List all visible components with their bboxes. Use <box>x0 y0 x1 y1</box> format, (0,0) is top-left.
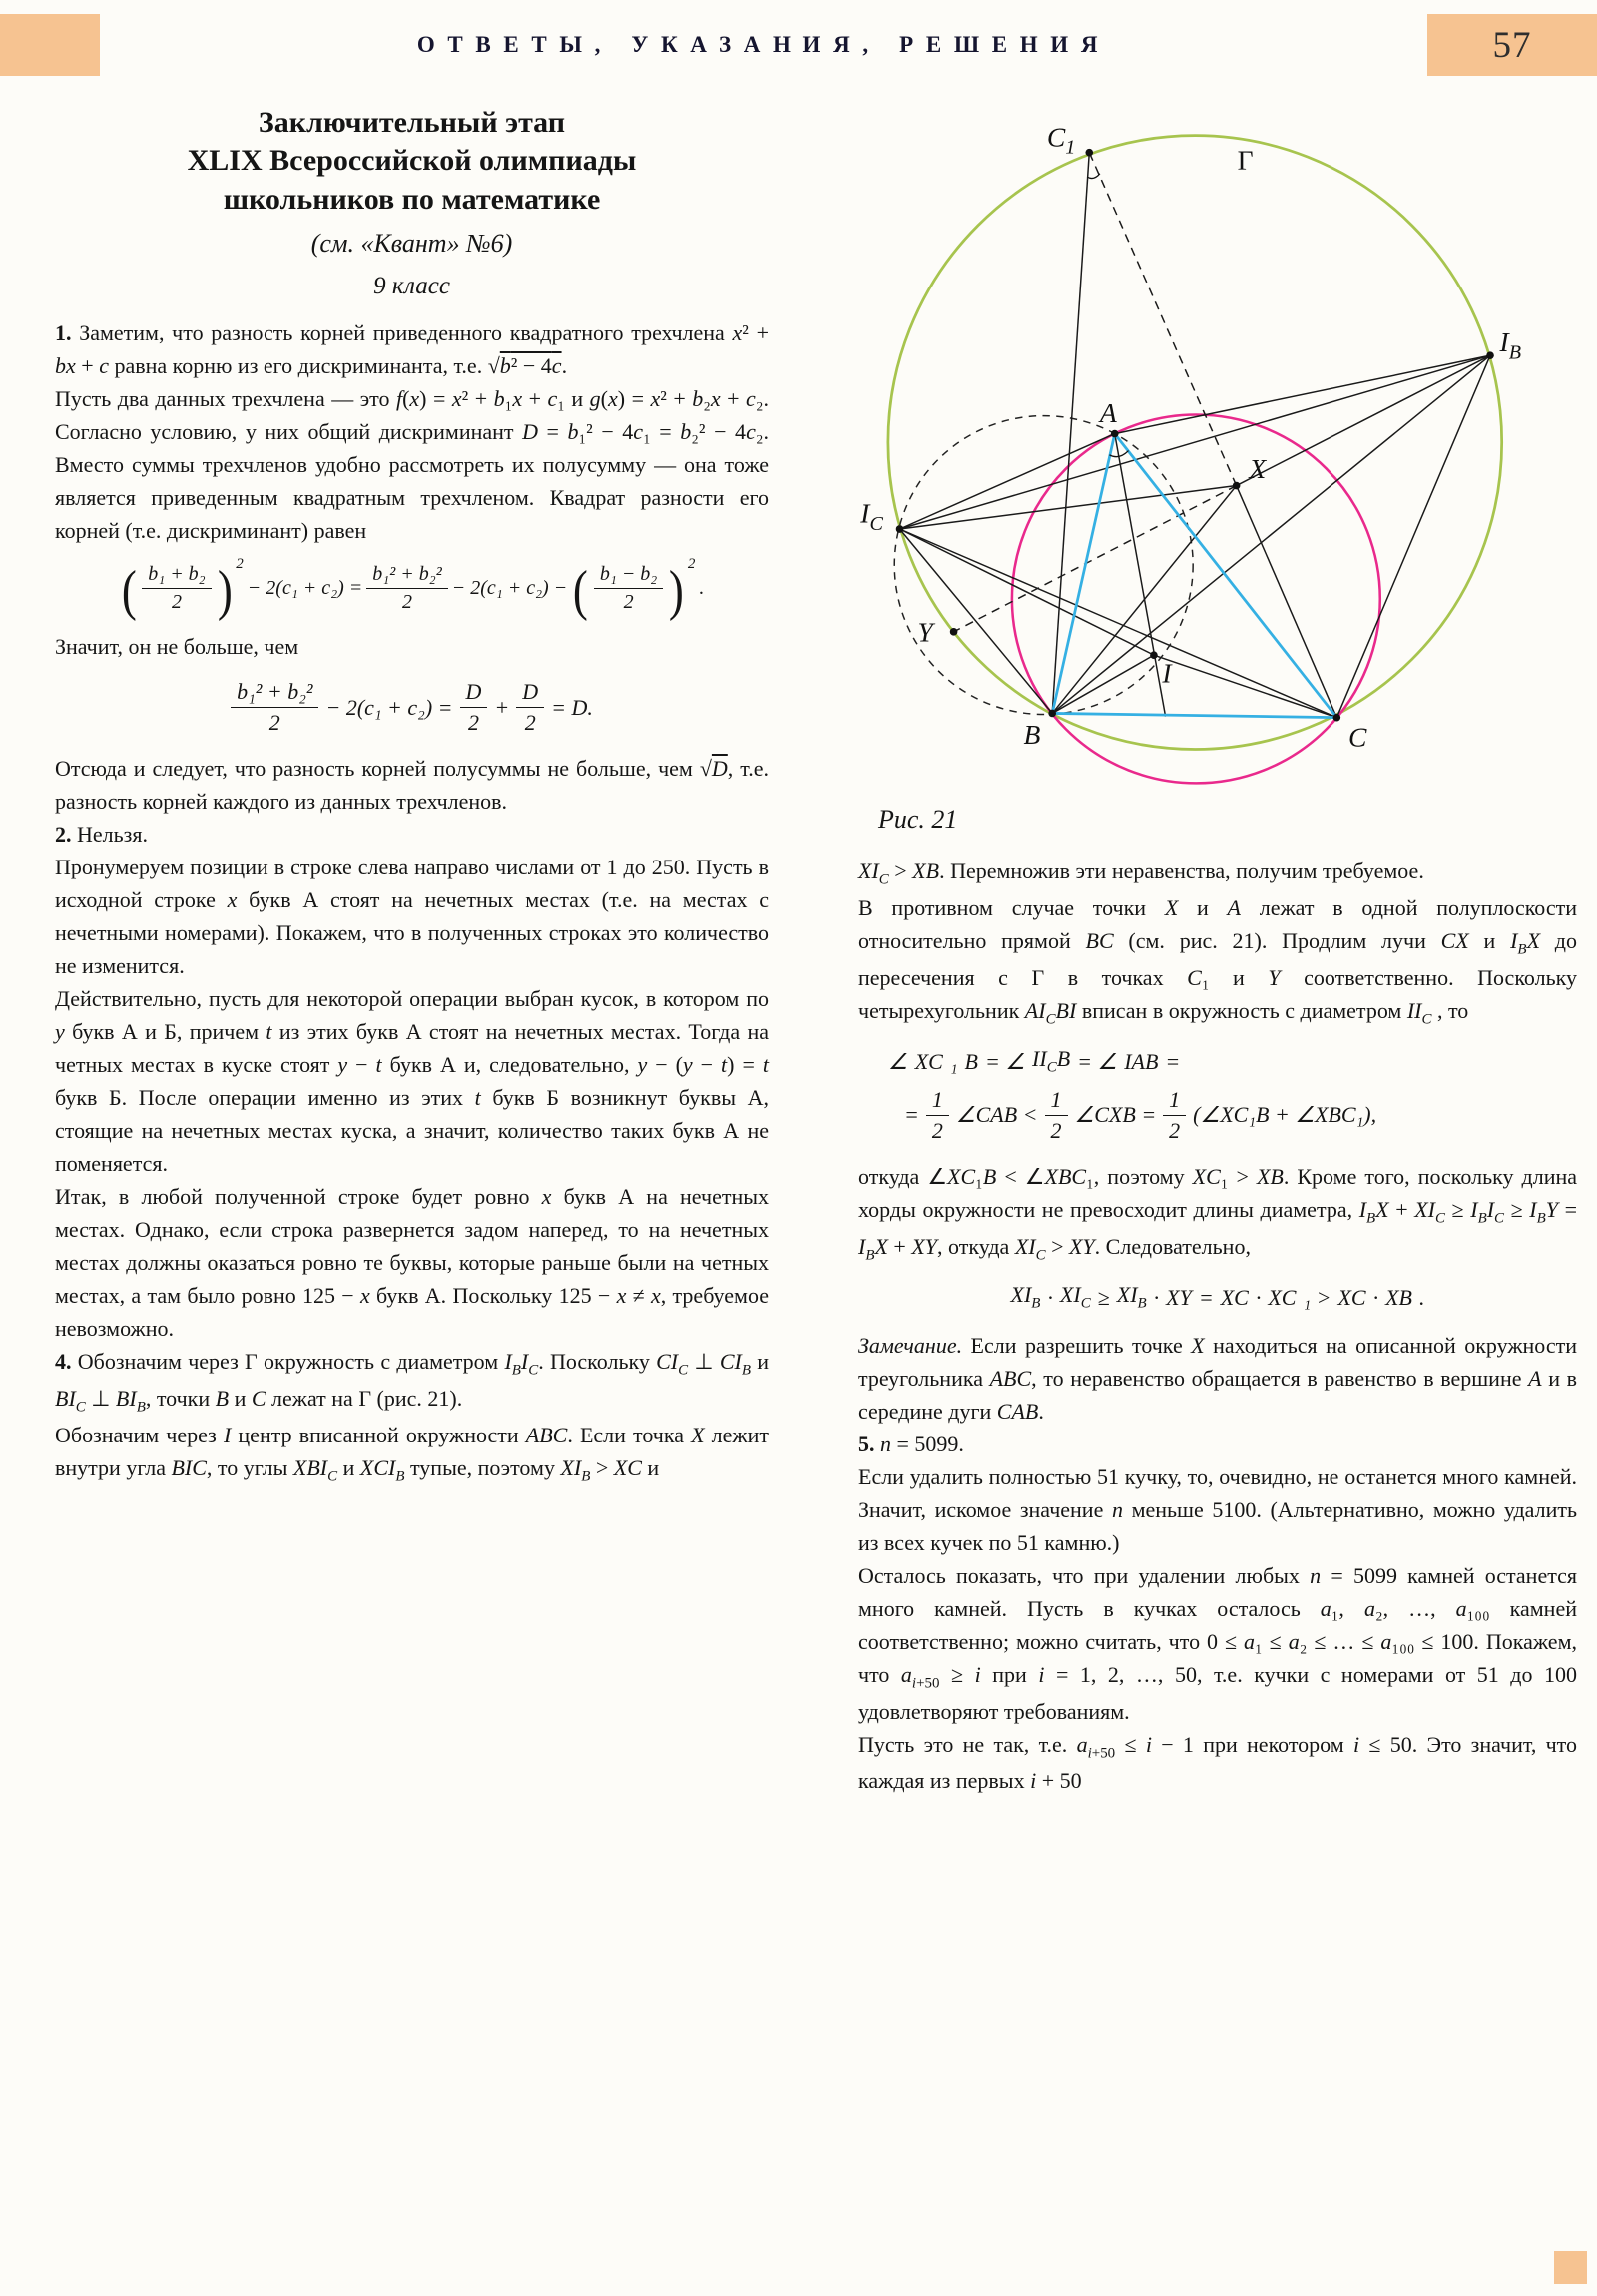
construction-lines <box>900 153 1490 718</box>
circle-aicbi-dashed <box>894 416 1193 715</box>
label-i: I <box>1162 657 1172 689</box>
header-right-ornament <box>1427 14 1597 76</box>
line-c-x <box>1237 486 1337 718</box>
line-a-bisector <box>1115 434 1166 717</box>
formula-product-inequality: $XI_B$ · $XI_C$ ≥ $XI_B$ · XY = XC · XC ₁ > XC · XB . <box>1010 1282 1425 1312</box>
plus-sign: + <box>494 694 510 720</box>
paragraph-chord-diameter: откуда ∠XC₁B < ∠XBC₁, поэтому XC₁ > XB. Кроме того, поскольку длина хорды окружности не превосходит длины диаметра, $I_BX + XI_C \ge I_BI_C \ge I_BY = I_BX$ + XY, откуда $XI_C$ > XY. Следовательно, <box>858 1163 1578 1264</box>
line-ic-ib <box>900 355 1490 529</box>
figure-21 <box>858 106 1557 835</box>
fraction: $\frac{\text{b₁ + b₂}}{2}$ <box>142 563 211 614</box>
point-a <box>1111 430 1119 438</box>
running-head: ОТВЕТЫ, УКАЗАНИЯ, РЕШЕНИЯ <box>416 32 1111 57</box>
point-ic <box>896 525 904 533</box>
paragraph-problem2-numbering: Пронумеруем позиции в строке слева направо числами от 1 до 250. Пусть в исходной строке x букв А стоят на нечетных местах (т.е. на местах с нечетными номерами). Покажем, что в полученных строках это количество не изменится. <box>55 855 769 979</box>
line-i-b <box>1052 655 1154 713</box>
paragraph-problem5-upper-bound: Если удалить полностью 51 кучку, то, очевидно, не останется много камней. Значит, искомое значение n меньше 5100. (Альтернативно, можно удалить из всех кучек по 51 камню.) <box>858 1463 1577 1555</box>
fraction-half: $\frac{1}{2}$ <box>1163 1087 1186 1144</box>
fraction: $\frac{\text{b₁² + b₂²}}{2}$ <box>366 563 447 614</box>
formula-middle-1: − 2(c₁ + c₂) = <box>247 577 363 600</box>
angle-chain-line-1: ∠ XC ₁ B = ∠ $II_CB$ = ∠ IAB = <box>888 1046 1181 1076</box>
paragraph-other-case: В противном случае точки X и A лежат в одной полуплоскости относительно прямой BC (см. рис. 21). Продлим лучи CX и $I_BX$ до пересечения с Γ в точках C₁ и Y соответственно. Поскольку четырехугольник $AI_CBI$ вписан в окружность с диаметром $II_C$ , то <box>858 894 1578 1028</box>
label-ic: $I_C$ <box>860 497 883 536</box>
title-line-2: XLIX Всероссийской олимпиады <box>187 144 637 178</box>
formula-middle: − 2(c₁ + c₂) = <box>325 694 453 720</box>
corner-ornament <box>1554 2251 1587 2284</box>
formula-discriminant-expansion: ( $\frac{\text{b₁ + b₂}}{2}$ ) 2 − 2(c₁ + c₂) = $\frac{\text{b₁² + b₂²}}{2}$ − 2(c₁ + c₂) − ( $\frac{\text{b₁ − b₂}}{2}$ ) 2 . <box>121 556 705 622</box>
side-ca <box>1115 434 1337 718</box>
exponent: 2 <box>687 556 696 573</box>
label-c1: $C_1$ <box>1046 121 1076 159</box>
right-column <box>858 100 1577 1797</box>
circle-circumcircle-abc <box>1012 415 1380 784</box>
left-column <box>55 100 769 1797</box>
angle-term-3: (∠XC₁B + ∠XBC₁), <box>1193 1102 1377 1128</box>
point-ib <box>1486 351 1494 359</box>
page-number: 57 <box>1492 24 1532 66</box>
point-x <box>1233 482 1241 490</box>
line-ic-c <box>900 529 1337 718</box>
line-i-c <box>1154 655 1336 718</box>
title-line-3: школьников по математике <box>223 182 601 216</box>
point-c <box>1333 714 1341 722</box>
equals-d: = D. <box>551 694 593 720</box>
point-y <box>950 628 958 636</box>
paragraph-problem4-setup: 4. Обозначим через Γ окружность с диаметром $I_BI_C$. Поскольку $CI_C$ ⊥ $CI_B$ и $BI_C$ ⊥ $BI_B$, точки B и C лежат на Γ (рис. 21). <box>55 1349 769 1416</box>
paragraph-problem2-operation: Действительно, пусть для некоторой операции выбран кусок, в котором по y букв А и Б, причем t из этих букв А стоят на нечетных местах. Тогда на четных местах в куске стоят y − t букв А и, следовательно, y − (y − t) = t букв Б. После операции именно из этих t букв Б возникнут буквы А, стоящие на нечетных местах куска, а значит, количество таких букв А не поменяется. <box>55 986 770 1177</box>
line-ib-x <box>1237 355 1490 485</box>
paragraph-hence: Значит, он не больше, чем <box>55 634 299 660</box>
formula-middle-2: − 2(c₁ + c₂) − <box>451 577 568 600</box>
source-reference: (см. «Квант» №6) <box>310 229 513 259</box>
point-b <box>1048 710 1056 718</box>
line-ib-a <box>1115 355 1490 433</box>
geometry-diagram <box>858 106 1557 794</box>
fraction: $\frac{\text{b₁² + b₂²}}{2}$ <box>231 679 318 736</box>
paragraph-problem1-setup: Пусть два данных трехчлена — это f(x) = x² + b₁x + c₁ и g(x) = x² + b₂x + c₂. Согласно условию, у них общий дискриминант D = b₁² − 4c₁ = b₂² − 4c₂. Вместо суммы трехчленов удобно рассмотреть их полусумму — она тоже является приведенным квадратным трехчленом. Квадрат разности его корней (т.е. дискриминант) равен <box>55 386 769 544</box>
label-ib: $I_B$ <box>1499 325 1522 364</box>
two-column-layout <box>55 100 1577 1797</box>
paragraph-problem1-intro: 1. Заметим, что разность корней приведенного квадратного трехчлена x² + bx + c равна корню из его дискриминанта, т.е. √b² − 4c. <box>55 320 769 379</box>
title-line-1: Заключительный этап <box>258 106 566 139</box>
line-ib-b <box>1052 355 1490 713</box>
fraction-half: $\frac{1}{2}$ <box>926 1087 949 1144</box>
angle-term-1: ∠CAB < <box>955 1102 1038 1128</box>
paragraph-multiply-inequalities: $XI_C$ > XB. Перемножив эти неравенства, получим требуемое. <box>858 859 1424 888</box>
angle-mark-c1 <box>1087 174 1100 179</box>
header-left-ornament <box>0 14 100 76</box>
paragraph-problem5-contradiction: Пусть это не так, т.е. $a_{i+50} \le i - 1$ при некотором i ≤ 50. Это значит, что каждая из первых i + 50 <box>858 1731 1577 1794</box>
triangle-abc <box>1052 434 1336 718</box>
paragraph-problem2-conclusion: Итак, в любой полученной строке будет ровно x букв А на нечетных местах. Однако, если строка развернется задом наперед, то на нечетных местах должны оказаться ровно те буквы, которые раньше были на четных местах, а там было ровно 125 − x букв А. Поскольку 125 − x ≠ x, требуемое невозможно. <box>55 1184 770 1342</box>
point-dots <box>896 149 1494 722</box>
formula-angle-chain <box>858 1046 1577 1143</box>
exponent: 2 <box>236 556 244 573</box>
paragraph-problem1-conclusion: Отсюда и следует, что разность корней полусуммы не больше, чем √D, т.е. разность корней каждого из данных трехчленов. <box>55 756 769 815</box>
line-x-y-dashed <box>954 486 1237 632</box>
label-gamma: Γ <box>1237 144 1254 176</box>
page-header <box>0 14 1597 76</box>
paragraph-problem4-incenter: Обозначим через I центр вписанной окружности ABC. Если точка X лежит внутри угла BIC, то углы $XBI_C$ и $XCI_B$ тупые, поэтому $XI_B$ > XC и <box>55 1422 769 1485</box>
label-b: B <box>1023 719 1041 751</box>
label-a: A <box>1099 396 1117 428</box>
angle-chain-line-2 <box>888 1087 1376 1144</box>
formula-bound-by-d <box>55 679 769 736</box>
fraction: $\frac{D}{2}$ <box>460 679 488 736</box>
point-c1 <box>1085 149 1093 157</box>
dashed-extensions <box>954 153 1237 632</box>
paragraph-problem2-answer: 2. Нельзя. <box>55 822 148 848</box>
label-x: X <box>1249 453 1267 485</box>
formula-period: . <box>699 577 705 600</box>
fraction: $\frac{D}{2}$ <box>516 679 544 736</box>
figure-caption: Рис. 21 <box>878 805 958 834</box>
article-title <box>55 104 769 219</box>
paragraph-problem5-main: Осталось показать, что при удалении любых n = 5099 камней останется много камней. Пусть в кучках осталось a₁, a₂, …, a₁₀₀ камней соответственно; можно считать, что 0 ≤ a₁ ≤ a₂ ≤ … ≤ a₁₀₀ ≤ 100. Покажем, что $a_{i+50} \ge i$ при i = 1, 2, …, 50, т.е. кучки с номерами от 51 до 100 удовлетворяют требованиям. <box>858 1562 1578 1724</box>
label-y: Y <box>917 616 933 648</box>
line-ib-c <box>1336 355 1490 718</box>
label-c: C <box>1347 721 1367 753</box>
fraction: $\frac{\text{b₁ − b₂}}{2}$ <box>594 563 663 614</box>
paragraph-remark: Замечание. Если разрешить точке X находиться на описанной окружности треугольника ABC, то неравенство обращается в равенство в вершине A и в середине дуги CAB. <box>858 1332 1577 1424</box>
angle-term-2: ∠CXB = <box>1074 1102 1157 1128</box>
fraction-half: $\frac{1}{2}$ <box>1045 1087 1068 1144</box>
point-i <box>1150 651 1158 659</box>
equals-sign: = <box>904 1102 919 1128</box>
side-bc <box>1052 713 1336 717</box>
paragraph-problem5-answer: 5. n = 5099. <box>858 1431 964 1456</box>
grade-heading: 9 класс <box>373 273 450 300</box>
